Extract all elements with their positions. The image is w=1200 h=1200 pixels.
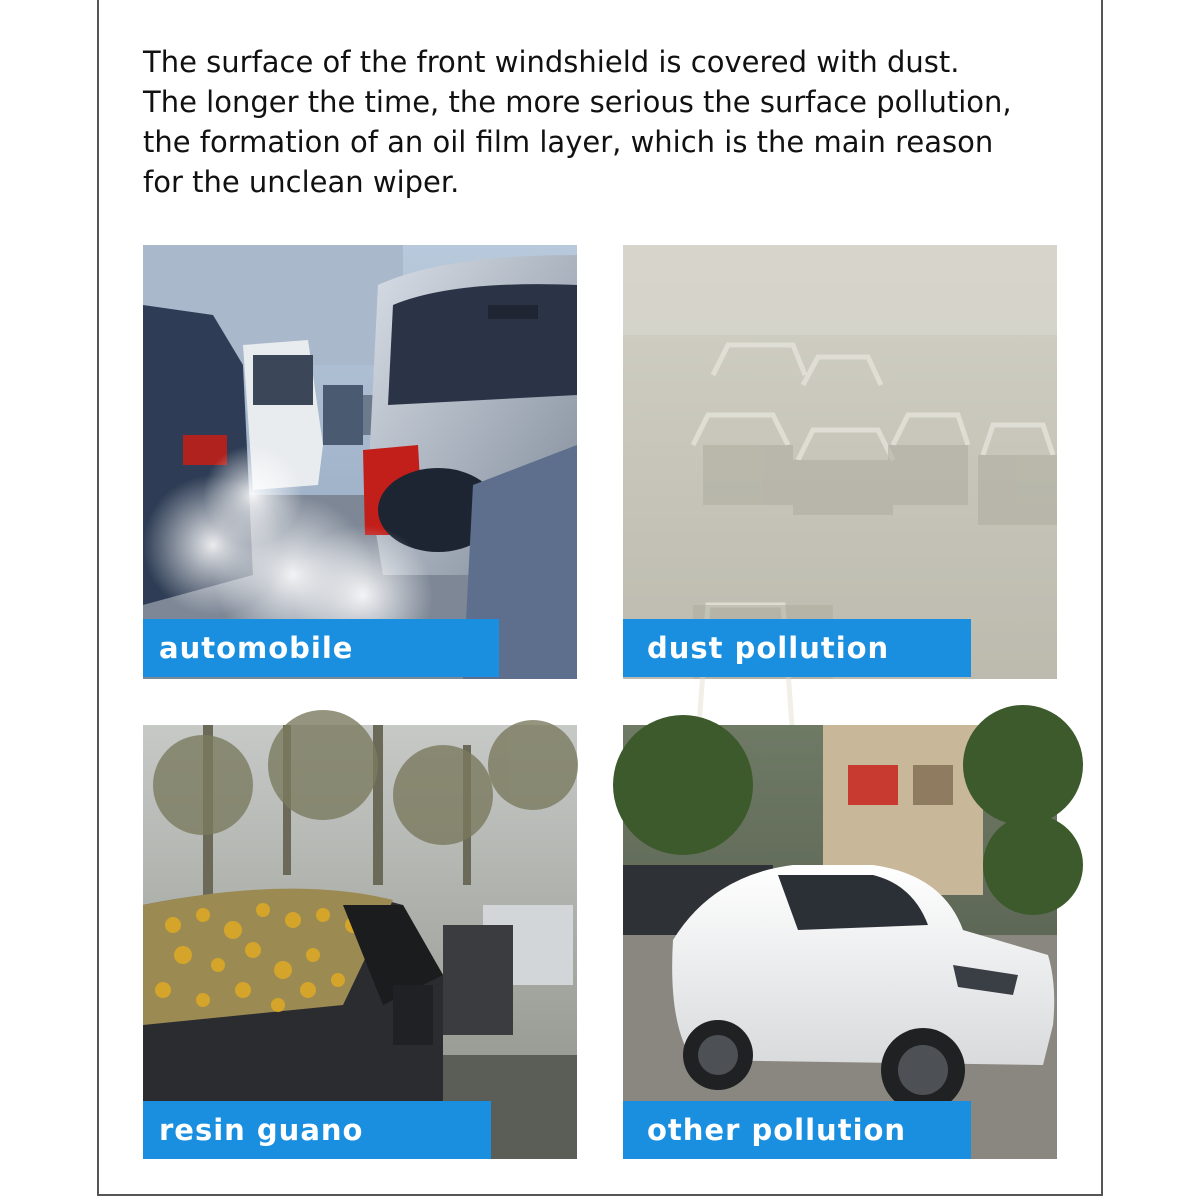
tile-other-pollution — [623, 725, 1057, 1159]
intro-text — [143, 42, 1073, 202]
tile-resin-guano — [143, 725, 577, 1159]
intro-line: the formation of an oil film layer, which is the main reason — [143, 125, 994, 159]
tile-label: dust pollution — [623, 619, 971, 677]
tile-label: other pollution — [623, 1101, 971, 1159]
tile-dust-pollution — [623, 245, 1057, 679]
dusty-traffic-photo — [623, 245, 1057, 679]
white-sports-car-photo — [623, 725, 1057, 1159]
intro-line: The longer the time, the more serious the surface pollution, — [143, 85, 1012, 119]
intro-line: The surface of the front windshield is covered with dust. — [143, 45, 960, 79]
traffic-exhaust-photo — [143, 245, 577, 679]
tile-label: automobile exhaust — [143, 619, 499, 677]
leaf-covered-car-photo — [143, 725, 577, 1159]
tile-label: resin guano — [143, 1101, 491, 1159]
intro-line: for the unclean wiper. — [143, 165, 460, 199]
tile-automobile-exhaust — [143, 245, 577, 723]
